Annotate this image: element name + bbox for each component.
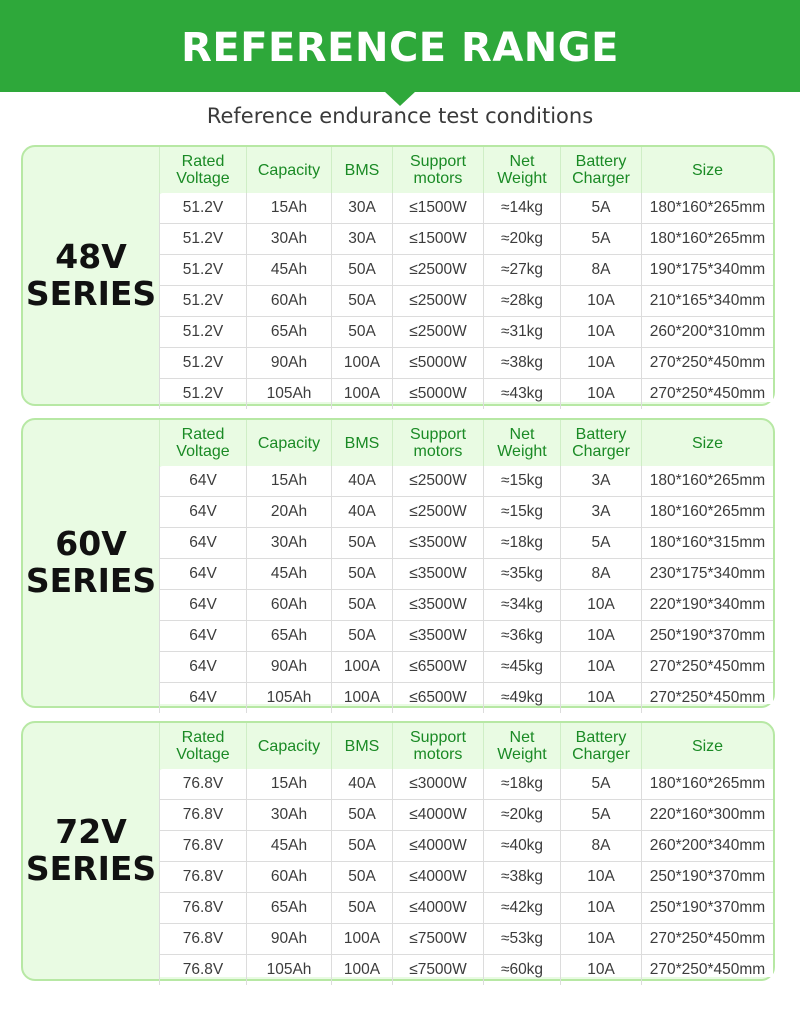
cell-support-motors: ≤3500W (392, 621, 483, 651)
cell-rated-voltage: 64V (159, 497, 246, 527)
cell-size: 180*160*315mm (641, 528, 773, 558)
cell-support-motors: ≤2500W (392, 255, 483, 285)
cell-rated-voltage: 51.2V (159, 193, 246, 223)
cell-support-motors: ≤7500W (392, 955, 483, 985)
cell-capacity: 65Ah (246, 317, 331, 347)
cell-rated-voltage: 51.2V (159, 286, 246, 316)
cell-size: 220*160*300mm (641, 800, 773, 830)
cell-battery-charger: 10A (560, 621, 641, 651)
series-label (23, 420, 159, 706)
cell-battery-charger: 10A (560, 348, 641, 378)
cell-net-weight: ≈40kg (483, 831, 560, 861)
cell-size: 210*165*340mm (641, 286, 773, 316)
cell-size: 260*200*310mm (641, 317, 773, 347)
cell-battery-charger: 8A (560, 831, 641, 861)
cell-bms: 100A (331, 683, 392, 713)
cell-battery-charger: 8A (560, 255, 641, 285)
cell-size: 270*250*450mm (641, 652, 773, 682)
cell-bms: 50A (331, 831, 392, 861)
cell-bms: 50A (331, 286, 392, 316)
cell-size: 270*250*450mm (641, 683, 773, 713)
cell-net-weight: ≈20kg (483, 800, 560, 830)
cell-support-motors: ≤5000W (392, 379, 483, 409)
cell-rated-voltage: 76.8V (159, 831, 246, 861)
cell-battery-charger: 5A (560, 224, 641, 254)
header-net-weight: Net Weight (483, 420, 560, 466)
header-size: Size (641, 723, 773, 769)
cell-net-weight: ≈20kg (483, 224, 560, 254)
cell-rated-voltage: 64V (159, 559, 246, 589)
cell-net-weight: ≈15kg (483, 466, 560, 496)
cell-battery-charger: 10A (560, 379, 641, 409)
header-battery-charger: Battery Charger (560, 420, 641, 466)
cell-bms: 30A (331, 193, 392, 223)
cell-capacity: 65Ah (246, 621, 331, 651)
series-voltage: 72V (55, 812, 127, 852)
table-row (159, 193, 773, 223)
spec-table (159, 723, 773, 979)
cell-net-weight: ≈18kg (483, 769, 560, 799)
table-row (159, 347, 773, 378)
cell-net-weight: ≈38kg (483, 862, 560, 892)
cell-battery-charger: 10A (560, 862, 641, 892)
header-size: Size (641, 147, 773, 193)
header-rated-voltage: Rated Voltage (159, 147, 246, 193)
page-title: REFERENCE RANGE (181, 25, 619, 71)
cell-rated-voltage: 51.2V (159, 317, 246, 347)
header-bms: BMS (331, 420, 392, 466)
cell-capacity: 105Ah (246, 379, 331, 409)
header-rated-voltage: Rated Voltage (159, 420, 246, 466)
cell-support-motors: ≤1500W (392, 224, 483, 254)
cell-bms: 50A (331, 559, 392, 589)
cell-size: 180*160*265mm (641, 497, 773, 527)
cell-battery-charger: 5A (560, 800, 641, 830)
cell-support-motors: ≤2500W (392, 466, 483, 496)
table-row (159, 223, 773, 254)
table-row (159, 892, 773, 923)
cell-net-weight: ≈60kg (483, 955, 560, 985)
table-row (159, 378, 773, 409)
cell-net-weight: ≈36kg (483, 621, 560, 651)
header-support-motors: Support motors (392, 147, 483, 193)
cell-support-motors: ≤2500W (392, 497, 483, 527)
cell-rated-voltage: 76.8V (159, 800, 246, 830)
header-size: Size (641, 420, 773, 466)
cell-size: 250*190*370mm (641, 893, 773, 923)
series-word: SERIES (25, 273, 157, 313)
table-row (159, 496, 773, 527)
cell-rated-voltage: 51.2V (159, 348, 246, 378)
cell-capacity: 90Ah (246, 348, 331, 378)
cell-battery-charger: 10A (560, 924, 641, 954)
header-capacity: Capacity (246, 147, 331, 193)
series-label (23, 147, 159, 404)
cell-rated-voltage: 51.2V (159, 379, 246, 409)
series-word: SERIES (25, 849, 157, 888)
cell-support-motors: ≤7500W (392, 924, 483, 954)
cell-support-motors: ≤2500W (392, 286, 483, 316)
cell-battery-charger: 10A (560, 683, 641, 713)
cell-bms: 50A (331, 317, 392, 347)
cell-battery-charger: 5A (560, 528, 641, 558)
table-row (159, 558, 773, 589)
cell-bms: 40A (331, 497, 392, 527)
header-battery-charger: Battery Charger (560, 723, 641, 769)
table-row (159, 923, 773, 954)
cell-bms: 50A (331, 255, 392, 285)
cell-capacity: 105Ah (246, 683, 331, 713)
cell-net-weight: ≈18kg (483, 528, 560, 558)
cell-size: 250*190*370mm (641, 621, 773, 651)
cell-net-weight: ≈43kg (483, 379, 560, 409)
series-voltage: 60V (55, 524, 127, 564)
cell-size: 220*190*340mm (641, 590, 773, 620)
table-row (159, 954, 773, 985)
header-net-weight: Net Weight (483, 723, 560, 769)
table-header (159, 723, 773, 769)
cell-size: 250*190*370mm (641, 862, 773, 892)
table-row (159, 620, 773, 651)
page-subtitle: Reference endurance test conditions (206, 104, 594, 128)
cell-capacity: 15Ah (246, 769, 331, 799)
cell-rated-voltage: 64V (159, 621, 246, 651)
cell-net-weight: ≈38kg (483, 348, 560, 378)
cell-rated-voltage: 64V (159, 652, 246, 682)
cell-battery-charger: 10A (560, 955, 641, 985)
cell-battery-charger: 8A (560, 559, 641, 589)
cell-rated-voltage: 51.2V (159, 255, 246, 285)
cell-battery-charger: 3A (560, 497, 641, 527)
header-battery-charger: Battery Charger (560, 147, 641, 193)
cell-size: 180*160*265mm (641, 466, 773, 496)
cell-size: 180*160*265mm (641, 224, 773, 254)
table-row (159, 861, 773, 892)
series-panel-60v (21, 418, 775, 708)
spec-table (159, 147, 773, 404)
cell-capacity: 60Ah (246, 862, 331, 892)
cell-size: 230*175*340mm (641, 559, 773, 589)
cell-bms: 100A (331, 924, 392, 954)
cell-capacity: 30Ah (246, 800, 331, 830)
cell-rated-voltage: 76.8V (159, 955, 246, 985)
cell-capacity: 15Ah (246, 466, 331, 496)
series-word: SERIES (25, 561, 157, 600)
cell-support-motors: ≤4000W (392, 800, 483, 830)
cell-bms: 40A (331, 466, 392, 496)
series-panel-72v (21, 721, 775, 981)
cell-battery-charger: 5A (560, 769, 641, 799)
series-label (23, 723, 159, 979)
cell-size: 270*250*450mm (641, 379, 773, 409)
cell-size: 270*250*450mm (641, 924, 773, 954)
header-bms: BMS (331, 147, 392, 193)
cell-support-motors: ≤1500W (392, 193, 483, 223)
cell-rated-voltage: 51.2V (159, 224, 246, 254)
cell-rated-voltage: 64V (159, 528, 246, 558)
cell-capacity: 45Ah (246, 255, 331, 285)
cell-capacity: 90Ah (246, 652, 331, 682)
cell-capacity: 60Ah (246, 286, 331, 316)
cell-net-weight: ≈34kg (483, 590, 560, 620)
table-row (159, 651, 773, 682)
cell-battery-charger: 10A (560, 286, 641, 316)
cell-bms: 50A (331, 590, 392, 620)
cell-size: 260*200*340mm (641, 831, 773, 861)
table-row (159, 254, 773, 285)
cell-bms: 100A (331, 955, 392, 985)
header-net-weight: Net Weight (483, 147, 560, 193)
header-capacity: Capacity (246, 420, 331, 466)
cell-support-motors: ≤3500W (392, 528, 483, 558)
cell-rated-voltage: 76.8V (159, 769, 246, 799)
cell-net-weight: ≈49kg (483, 683, 560, 713)
cell-net-weight: ≈35kg (483, 559, 560, 589)
cell-net-weight: ≈42kg (483, 893, 560, 923)
cell-support-motors: ≤3500W (392, 590, 483, 620)
cell-support-motors: ≤4000W (392, 862, 483, 892)
cell-bms: 50A (331, 862, 392, 892)
cell-bms: 100A (331, 348, 392, 378)
cell-net-weight: ≈53kg (483, 924, 560, 954)
cell-battery-charger: 5A (560, 193, 641, 223)
cell-capacity: 105Ah (246, 955, 331, 985)
cell-capacity: 65Ah (246, 893, 331, 923)
cell-bms: 40A (331, 769, 392, 799)
table-body (159, 193, 773, 402)
table-body (159, 769, 773, 977)
header-support-motors: Support motors (392, 723, 483, 769)
cell-capacity: 45Ah (246, 831, 331, 861)
header-bms: BMS (331, 723, 392, 769)
header-rated-voltage: Rated Voltage (159, 723, 246, 769)
cell-rated-voltage: 64V (159, 590, 246, 620)
cell-battery-charger: 10A (560, 652, 641, 682)
header-support-motors: Support motors (392, 420, 483, 466)
cell-net-weight: ≈14kg (483, 193, 560, 223)
cell-support-motors: ≤3500W (392, 559, 483, 589)
cell-rated-voltage: 76.8V (159, 862, 246, 892)
cell-bms: 100A (331, 652, 392, 682)
cell-bms: 50A (331, 621, 392, 651)
cell-support-motors: ≤4000W (392, 831, 483, 861)
table-header (159, 420, 773, 466)
cell-net-weight: ≈45kg (483, 652, 560, 682)
cell-net-weight: ≈31kg (483, 317, 560, 347)
spec-table (159, 420, 773, 706)
cell-size: 270*250*450mm (641, 955, 773, 985)
table-row (159, 316, 773, 347)
cell-support-motors: ≤6500W (392, 683, 483, 713)
cell-bms: 30A (331, 224, 392, 254)
cell-capacity: 20Ah (246, 497, 331, 527)
cell-support-motors: ≤5000W (392, 348, 483, 378)
cell-rated-voltage: 64V (159, 466, 246, 496)
cell-battery-charger: 10A (560, 590, 641, 620)
cell-battery-charger: 3A (560, 466, 641, 496)
cell-capacity: 60Ah (246, 590, 331, 620)
table-row (159, 682, 773, 713)
table-row (159, 527, 773, 558)
cell-capacity: 30Ah (246, 528, 331, 558)
cell-rated-voltage: 76.8V (159, 893, 246, 923)
cell-net-weight: ≈15kg (483, 497, 560, 527)
header-capacity: Capacity (246, 723, 331, 769)
table-row (159, 466, 773, 496)
cell-rated-voltage: 76.8V (159, 924, 246, 954)
cell-bms: 50A (331, 893, 392, 923)
cell-support-motors: ≤3000W (392, 769, 483, 799)
cell-support-motors: ≤6500W (392, 652, 483, 682)
cell-bms: 50A (331, 528, 392, 558)
cell-bms: 100A (331, 379, 392, 409)
table-row (159, 285, 773, 316)
cell-rated-voltage: 64V (159, 683, 246, 713)
cell-net-weight: ≈27kg (483, 255, 560, 285)
series-voltage: 48V (55, 236, 127, 276)
table-row (159, 830, 773, 861)
cell-capacity: 45Ah (246, 559, 331, 589)
cell-battery-charger: 10A (560, 893, 641, 923)
table-header (159, 147, 773, 193)
table-body (159, 466, 773, 704)
cell-support-motors: ≤4000W (392, 893, 483, 923)
cell-net-weight: ≈28kg (483, 286, 560, 316)
table-row (159, 589, 773, 620)
table-row (159, 769, 773, 799)
cell-capacity: 15Ah (246, 193, 331, 223)
cell-size: 190*175*340mm (641, 255, 773, 285)
cell-capacity: 90Ah (246, 924, 331, 954)
cell-support-motors: ≤2500W (392, 317, 483, 347)
series-panel-48v (21, 145, 775, 406)
cell-size: 180*160*265mm (641, 193, 773, 223)
cell-capacity: 30Ah (246, 224, 331, 254)
cell-size: 270*250*450mm (641, 348, 773, 378)
cell-battery-charger: 10A (560, 317, 641, 347)
cell-bms: 50A (331, 800, 392, 830)
cell-size: 180*160*265mm (641, 769, 773, 799)
table-row (159, 799, 773, 830)
